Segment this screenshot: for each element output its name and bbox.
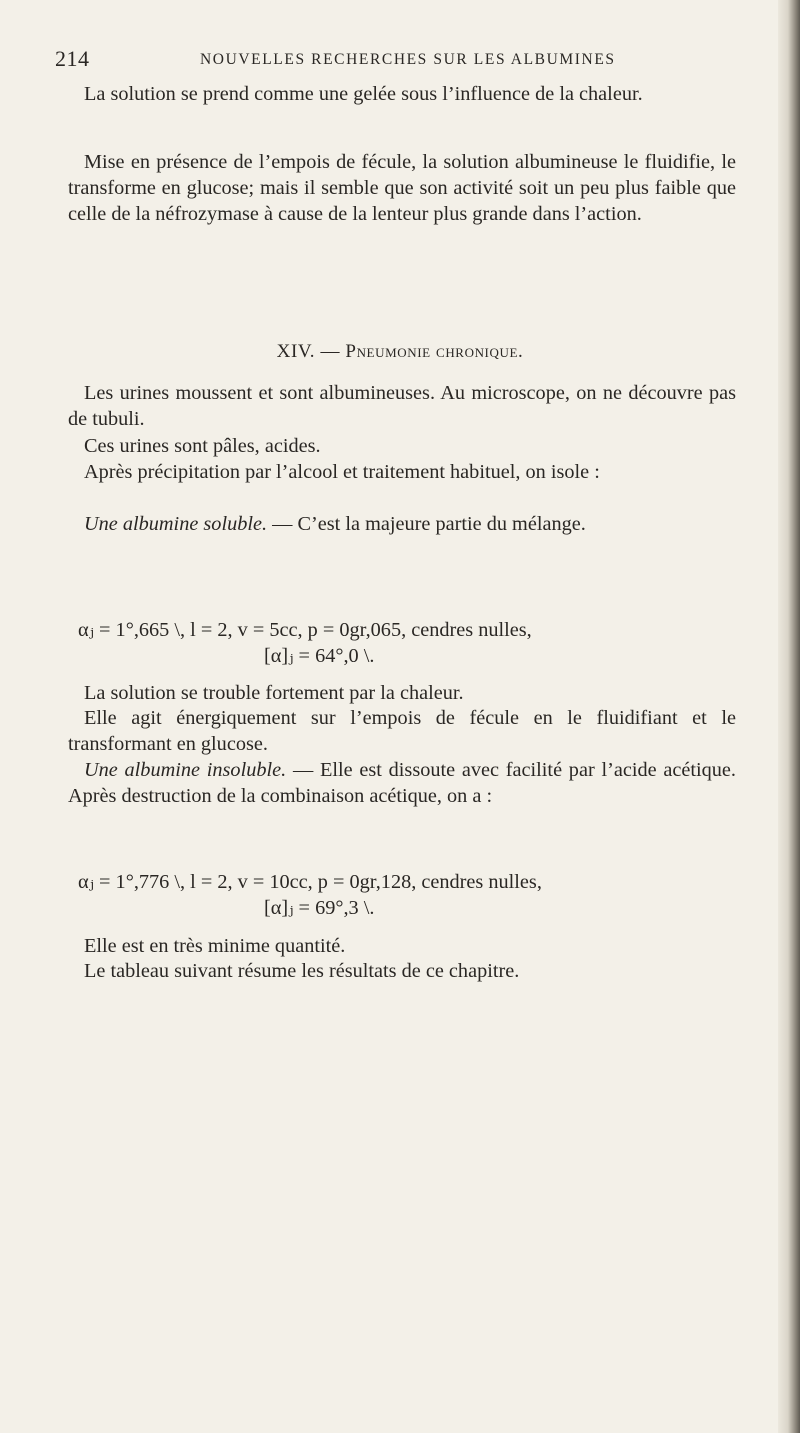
formula-insoluble-line1: αⱼ = 1°,776 \, l = 2, v = 10cc, p = 0gr,128, cendres nulles, [78, 871, 542, 893]
section-title [0, 341, 800, 363]
paragraph-text-rest: — Elle est dissoute avec facilité par l’acide acétique. Après destruction de la combinaison acétique, on a : [68, 759, 736, 808]
paragraph-text: Elle agit énergiquement sur l’empois de fécule en le fluidifiant et le transformant en glucose. [68, 707, 736, 756]
paragraph-quantite [68, 933, 736, 959]
section-number: XIV. — [276, 341, 346, 362]
paragraph-text: Le tableau suivant résume les résultats de ce chapitre. [84, 960, 520, 982]
paragraph-text [68, 511, 736, 537]
paragraph-text: La solution se prend comme une gelée sous l’influence de la chaleur. [84, 83, 643, 105]
paragraph-gelee [68, 81, 736, 107]
paragraph-text [68, 757, 736, 809]
subheading-albumine-soluble: Une albumine soluble. [84, 513, 268, 535]
paragraph-trouble [68, 680, 736, 706]
paragraph-text-rest: — C’est la majeure partie du mélange. [267, 513, 586, 535]
paragraph-urines [68, 380, 736, 432]
paragraph-text: La solution se trouble fortement par la chaleur. [84, 682, 464, 704]
page-header [55, 46, 735, 76]
paragraph-text: Les urines moussent et sont albumineuses. Au microscope, on ne découvre pas de tubuli. [68, 382, 736, 431]
paragraph-albumine-insoluble [68, 757, 736, 809]
paragraph-text: Mise en présence de l’empois de fécule, la solution albumineuse le fluidifie, le transforme en glucose; mais il semble que son activité soit un peu plus faible que celle de la néfrozymase à cause de la lenteur plus grande dans l’action. [68, 151, 736, 226]
page-number: 214 [55, 46, 90, 71]
formula-insoluble-line2: [α]ⱼ = 69°,3 \. [264, 897, 375, 919]
paragraph-tableau [68, 958, 736, 984]
paragraph-albumine-soluble [68, 511, 736, 537]
paragraph-text: Elle est en très minime quantité. [84, 935, 346, 957]
paragraph-pales [68, 433, 736, 459]
paragraph-text: Après précipitation par l’alcool et traitement habituel, on isole : [84, 461, 600, 483]
page-edge-shadow [778, 0, 800, 1433]
subheading-albumine-insoluble: Une albumine insoluble. [84, 759, 287, 781]
paragraph-energiquement [68, 705, 736, 757]
running-head: NOUVELLES RECHERCHES SUR LES ALBUMINES [200, 51, 616, 68]
formula-soluble-line1: αⱼ = 1°,665 \, l = 2, v = 5cc, p = 0gr,065, cendres nulles, [78, 619, 532, 641]
paragraph-text: Ces urines sont pâles, acides. [84, 435, 321, 457]
formula-soluble-line2: [α]ⱼ = 64°,0 \. [264, 645, 375, 667]
section-name: Pneumonie chronique. [345, 341, 524, 362]
paragraph-empois [68, 149, 736, 228]
paragraph-precipitation [68, 459, 736, 485]
